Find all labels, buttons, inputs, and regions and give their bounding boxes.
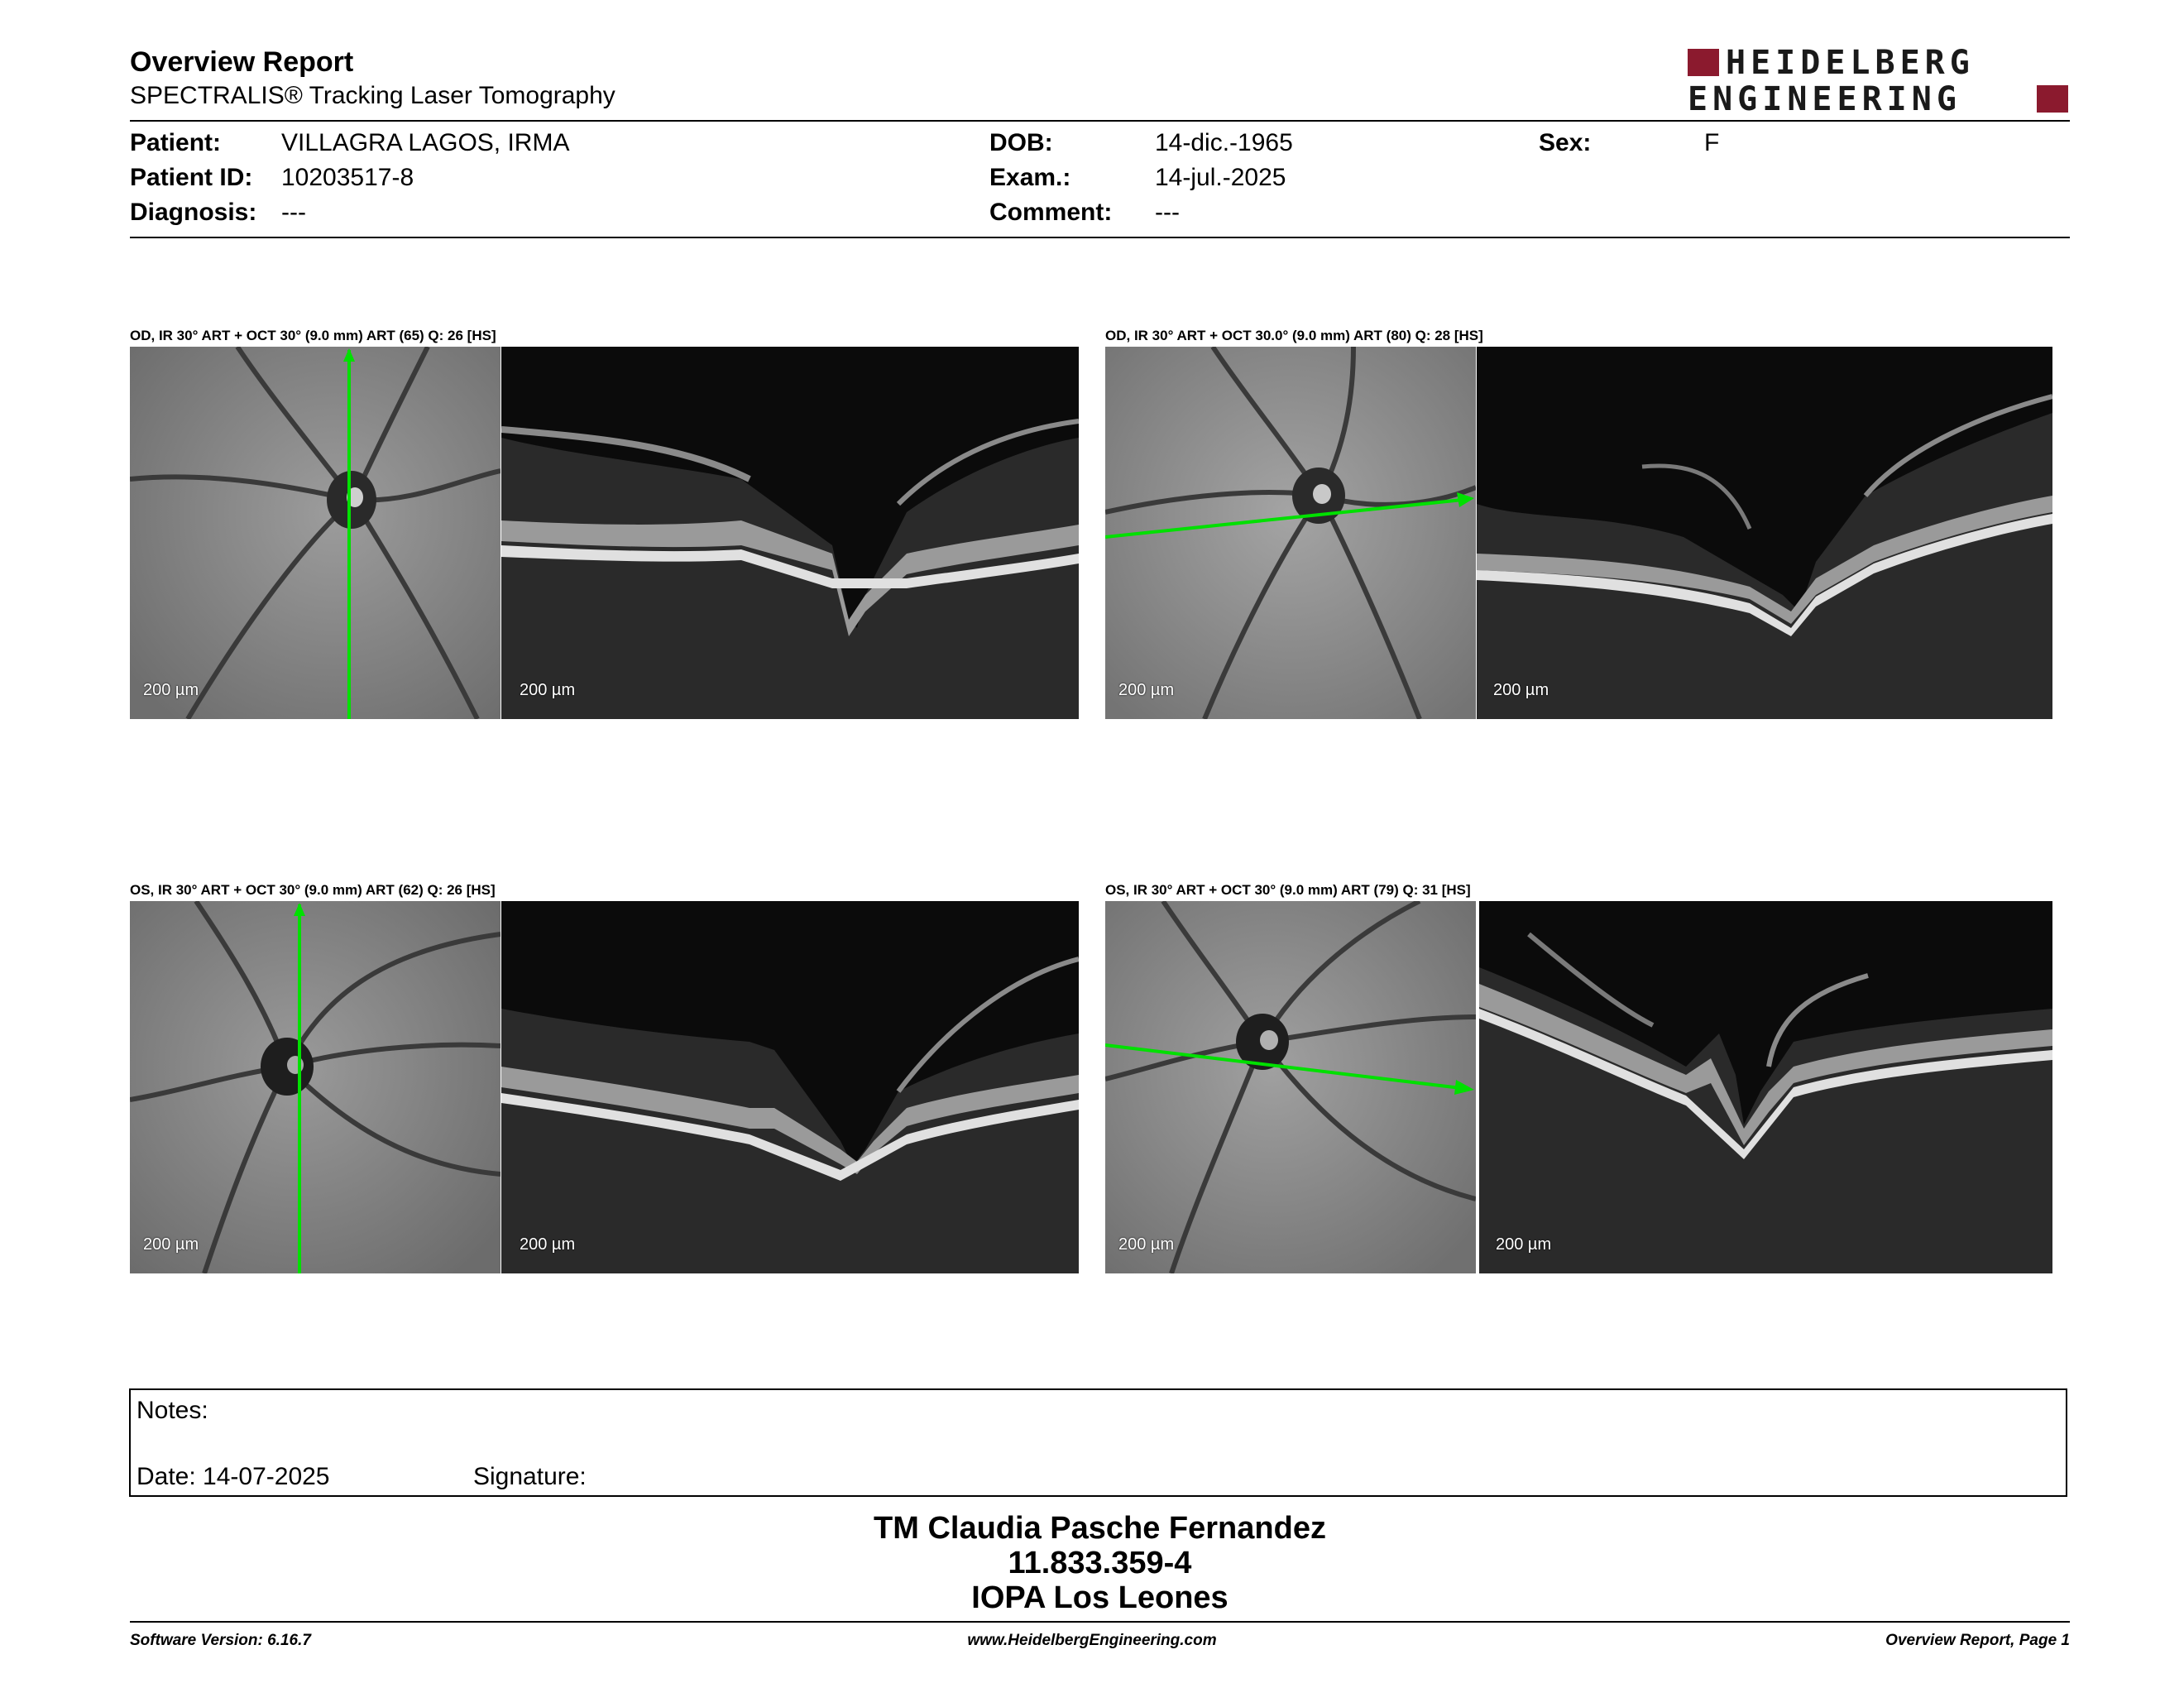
logo-text-line1: HEIDELBERG <box>1726 44 1975 82</box>
logo-square-icon-2 <box>2037 85 2068 113</box>
report-title: Overview Report <box>130 46 354 78</box>
header-rule <box>130 120 2070 122</box>
patient-name: VILLAGRA LAGOS, IRMA <box>281 129 570 156</box>
notes-label: Notes: <box>136 1397 208 1424</box>
diagnosis-value: --- <box>281 199 306 226</box>
software-version: Software Version: 6.16.7 <box>130 1632 311 1649</box>
signer-id: 11.833.359-4 <box>1008 1546 1192 1580</box>
oct-bscan-image[interactable] <box>501 901 1079 1273</box>
logo-square-icon <box>1688 49 1719 76</box>
scale-bar-label: 200 µm <box>143 681 199 699</box>
diagnosis-label: Diagnosis: <box>130 199 257 226</box>
scale-bar-label: 200 µm <box>520 681 576 699</box>
scale-bar-label: 200 µm <box>1118 681 1175 699</box>
signature-label: Signature: <box>473 1463 587 1490</box>
signer-institution: IOPA Los Leones <box>971 1580 1228 1615</box>
scale-bar-label: 200 µm <box>1118 1235 1175 1254</box>
fundus-image[interactable] <box>1105 347 1476 719</box>
dob-value: 14-dic.-1965 <box>1155 129 1293 156</box>
scan-caption: OS, IR 30° ART + OCT 30° (9.0 mm) ART (62) Q: 26 [HS] <box>130 882 496 898</box>
report-subtitle: SPECTRALIS® Tracking Laser Tomography <box>130 82 615 109</box>
logo-text-line2: ENGINEERING <box>1688 80 1961 118</box>
patient-label: Patient: <box>130 129 222 156</box>
scan-caption: OD, IR 30° ART + OCT 30.0° (9.0 mm) ART (80) Q: 28 [HS] <box>1105 328 1483 343</box>
heidelberg-logo <box>1688 46 2068 116</box>
sex-value: F <box>1704 129 1720 156</box>
website-link[interactable]: www.HeidelbergEngineering.com <box>967 1632 1217 1649</box>
sex-label: Sex: <box>1539 129 1592 156</box>
dob-label: DOB: <box>989 129 1053 156</box>
notes-box[interactable] <box>129 1388 2067 1497</box>
footer-rule <box>130 1621 2070 1623</box>
patient-id: 10203517-8 <box>281 164 414 191</box>
page-number: Overview Report, Page 1 <box>1885 1632 2070 1649</box>
oct-bscan-image[interactable] <box>1479 901 2052 1273</box>
oct-bscan-image[interactable] <box>1477 347 2052 719</box>
scale-bar-label: 200 µm <box>1496 1235 1552 1254</box>
fundus-image[interactable] <box>1105 901 1476 1273</box>
exam-label: Exam.: <box>989 164 1071 191</box>
scale-bar-label: 200 µm <box>520 1235 576 1254</box>
comment-label: Comment: <box>989 199 1113 226</box>
oct-bscan-image[interactable] <box>501 347 1079 719</box>
exam-value: 14-jul.-2025 <box>1155 164 1286 191</box>
patient-id-label: Patient ID: <box>130 164 253 191</box>
scan-caption: OS, IR 30° ART + OCT 30° (9.0 mm) ART (79) Q: 31 [HS] <box>1105 882 1471 898</box>
comment-value: --- <box>1155 199 1180 226</box>
scale-bar-label: 200 µm <box>1493 681 1549 699</box>
fundus-image[interactable] <box>130 347 500 719</box>
fundus-image[interactable] <box>130 901 500 1273</box>
scan-caption: OD, IR 30° ART + OCT 30° (9.0 mm) ART (65) Q: 26 [HS] <box>130 328 496 343</box>
patient-rule <box>130 237 2070 238</box>
scale-bar-label: 200 µm <box>143 1235 199 1254</box>
date-field: Date: 14-07-2025 <box>136 1463 330 1490</box>
signer-name: TM Claudia Pasche Fernandez <box>874 1511 1326 1546</box>
